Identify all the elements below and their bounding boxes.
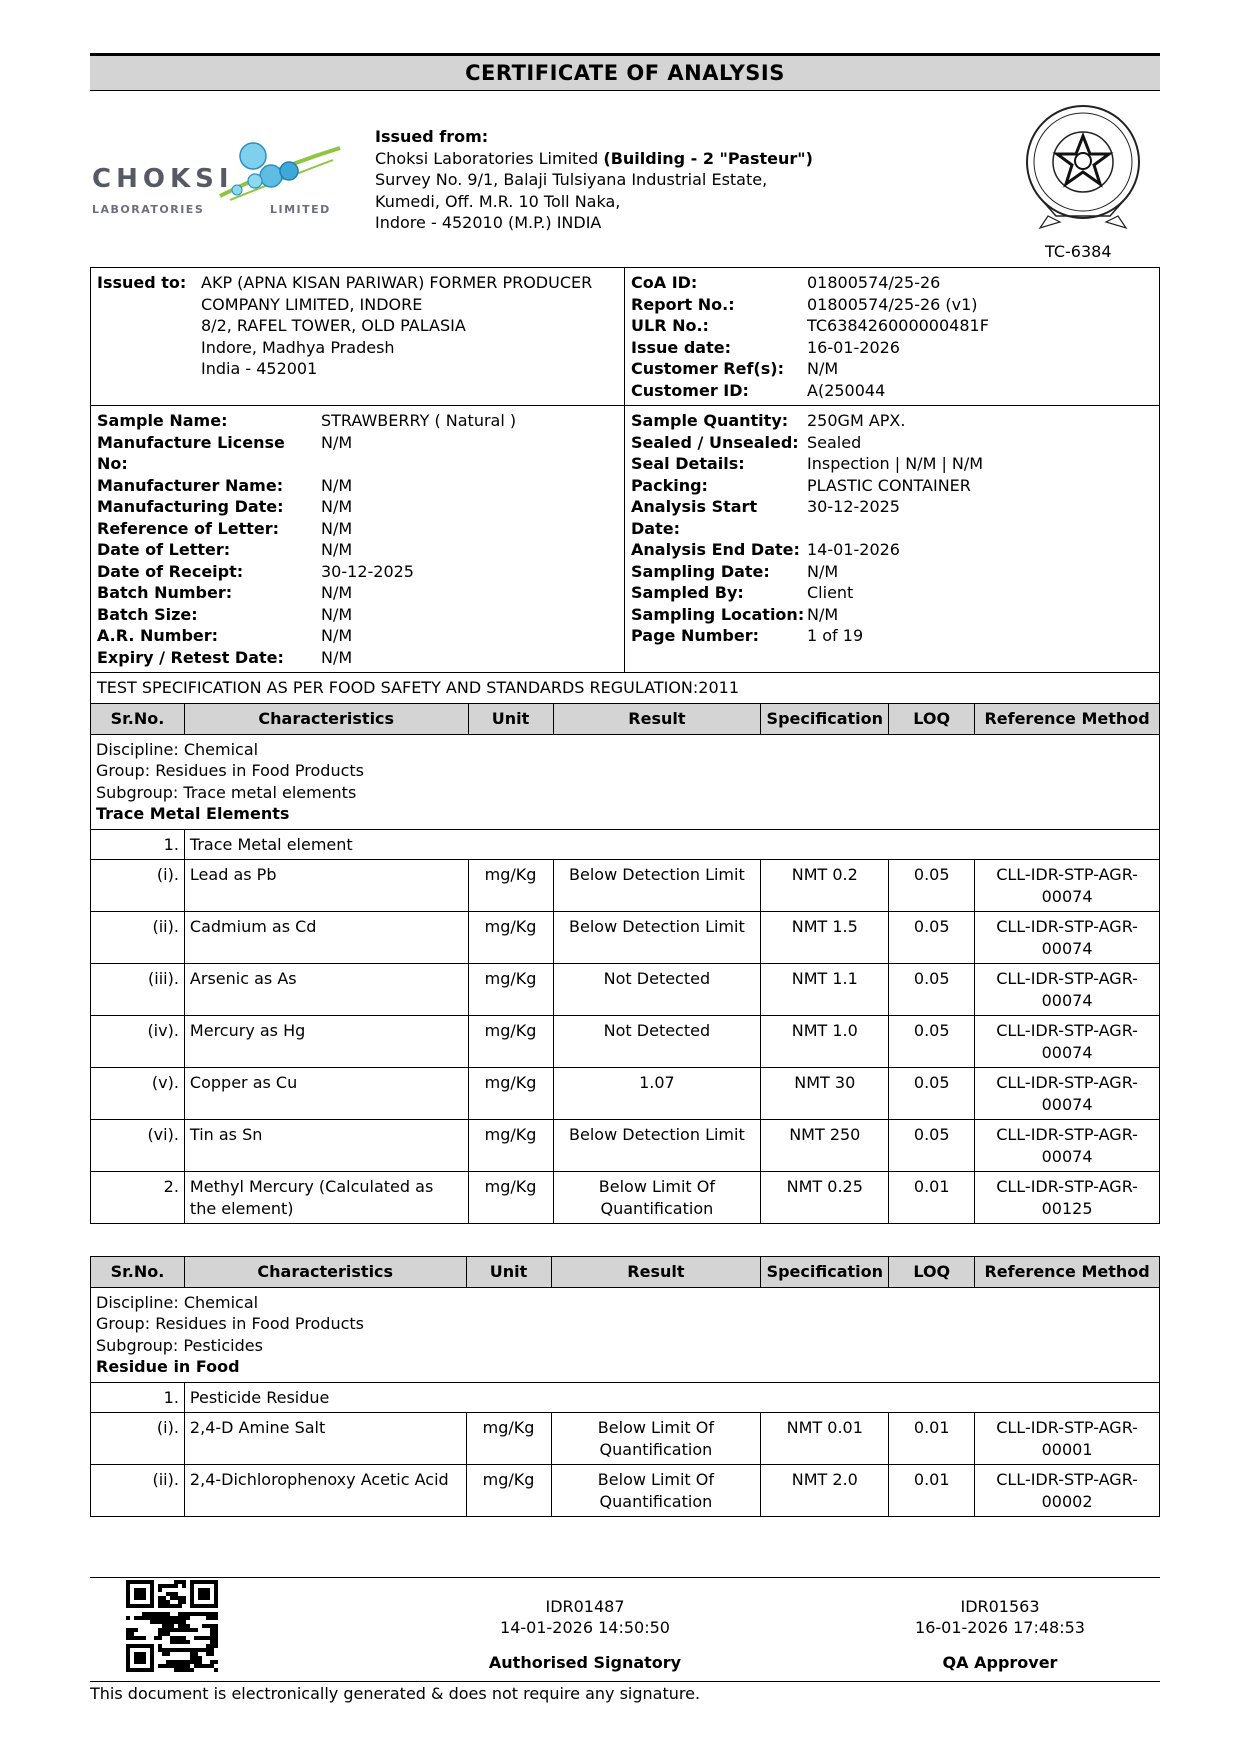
detail-value: 14-01-2026 (807, 540, 900, 559)
logo-brand-text: CHOKSI (92, 164, 234, 194)
accreditation-seal-icon (1018, 104, 1148, 234)
cell-sr: (vi). (91, 1120, 185, 1172)
detail-value: N/M (807, 561, 839, 581)
issued-to-line: Indore, Madhya Pradesh (201, 337, 395, 357)
cell-ref: CLL-IDR-STP-AGR-00074 (975, 1016, 1160, 1068)
cell-ref: CLL-IDR-STP-AGR-00125 (975, 1172, 1160, 1224)
signatory-datetime: 14-01-2026 14:50:50 (500, 1618, 670, 1637)
cell-loq: 0.01 (889, 1465, 975, 1517)
detail-value: Client (807, 583, 854, 602)
column-header: LOQ (889, 1257, 975, 1288)
cell-result: Not Detected (553, 1016, 761, 1068)
cell-spec: NMT 0.2 (761, 860, 889, 912)
detail-row (631, 496, 1153, 539)
detail-value: Inspection | N/M | N/M (807, 454, 984, 473)
detail-row (97, 604, 618, 626)
cell-spec: NMT 0.01 (761, 1413, 889, 1465)
cell-char: Mercury as Hg (184, 1016, 468, 1068)
cell-char: Copper as Cu (184, 1068, 468, 1120)
seal-code: TC-6384 (1045, 242, 1112, 261)
issued-to-label: Issued to: (97, 273, 187, 292)
cell-result: Below Limit Of Quantification (551, 1465, 761, 1517)
cell-sr: 1. (91, 829, 185, 860)
cell-unit: mg/Kg (468, 1068, 553, 1120)
cell-spec: NMT 1.1 (761, 964, 889, 1016)
detail-key: Batch Size: (97, 604, 198, 624)
detail-key: Manufacturing Date: (97, 497, 284, 516)
detail-key: Sampling Location: (631, 604, 805, 624)
cell-spec: NMT 250 (761, 1120, 889, 1172)
cell-sr: (i). (91, 860, 185, 912)
detail-key: Issue date: (631, 337, 731, 357)
issued-from-block (375, 126, 813, 234)
cell-result: Below Detection Limit (553, 1120, 761, 1172)
cell-sr: (iv). (91, 1016, 185, 1068)
detail-value: N/M (321, 540, 353, 559)
footer-divider-bottom (90, 1681, 1160, 1682)
table-row (91, 1382, 1160, 1413)
detail-row (97, 561, 618, 583)
detail-value: 250GM APX. (807, 411, 906, 430)
detail-value: Sealed (807, 432, 862, 452)
qa-approver-block (850, 1596, 1150, 1673)
cell-spec: NMT 30 (761, 1068, 889, 1120)
detail-value: 16-01-2026 (807, 337, 900, 357)
cell-unit: mg/Kg (468, 964, 553, 1016)
cell-sr: (i). (91, 1413, 185, 1465)
issued-to-line: AKP (APNA KISAN PARIWAR) FORMER PRODUCER (201, 273, 593, 292)
detail-row (631, 272, 1153, 294)
cell-ref: CLL-IDR-STP-AGR-00074 (975, 1068, 1160, 1120)
detail-value: N/M (321, 518, 353, 538)
cell-sr: (iii). (91, 964, 185, 1016)
detail-row (97, 582, 618, 604)
approver-datetime: 16-01-2026 17:48:53 (915, 1618, 1085, 1637)
column-header: Sr.No. (91, 704, 185, 735)
cell-result: Below Limit Of Quantification (551, 1413, 761, 1465)
detail-key: Customer Ref(s): (631, 359, 784, 378)
detail-row (631, 539, 1153, 561)
issued-to-section (90, 267, 1160, 406)
cell-char: 2,4-Dichlorophenoxy Acetic Acid (184, 1465, 466, 1517)
issued-from-line3: Kumedi, Off. M.R. 10 Toll Naka, (375, 191, 621, 211)
detail-row (631, 561, 1153, 583)
detail-key: Customer ID: (631, 380, 749, 400)
company-logo (90, 138, 340, 218)
logo-bubbles-icon (215, 138, 345, 208)
detail-value: N/M (321, 626, 353, 645)
cell-ref: CLL-IDR-STP-AGR-00001 (975, 1413, 1160, 1465)
column-header: Sr.No. (91, 1257, 185, 1288)
detail-row (631, 410, 1153, 432)
detail-row (97, 625, 618, 647)
cell-ref: CLL-IDR-STP-AGR-00074 (975, 964, 1160, 1016)
discipline-group: Group: Residues in Food Products (96, 761, 364, 780)
cell-result: Below Limit Of Quantification (553, 1172, 761, 1224)
table-row (91, 1465, 1160, 1517)
detail-key: ULR No.: (631, 316, 709, 335)
issued-from-line4: Indore - 452010 (M.P.) INDIA (375, 213, 602, 232)
column-header: Unit (466, 1257, 551, 1288)
discipline-subgroup: Subgroup: Pesticides (96, 1335, 263, 1355)
footer-divider-top (90, 1577, 1160, 1578)
detail-key: A.R. Number: (97, 626, 219, 645)
detail-value: 01800574/25-26 (v1) (807, 294, 978, 314)
cell-loq: 0.05 (889, 964, 975, 1016)
detail-row (631, 625, 1153, 647)
table-row (91, 829, 1160, 860)
detail-row (97, 432, 618, 475)
detail-row (631, 604, 1153, 626)
discipline-subgroup: Subgroup: Trace metal elements (96, 782, 357, 802)
test-specification: TEST SPECIFICATION AS PER FOOD SAFETY AND STANDARDS REGULATION:2011 (91, 672, 1159, 703)
column-header: Characteristics (184, 704, 468, 735)
column-header: Reference Method (975, 1257, 1160, 1288)
table-row (91, 1068, 1160, 1120)
discipline-group: Group: Residues in Food Products (96, 1314, 364, 1333)
detail-key: Expiry / Retest Date: (97, 647, 284, 667)
cell-ref: CLL-IDR-STP-AGR-00074 (975, 912, 1160, 964)
detail-value: N/M (807, 604, 839, 624)
issued-to-address (201, 272, 592, 401)
cell-loq: 0.05 (889, 912, 975, 964)
table-header-row (91, 1257, 1160, 1288)
cell-sr: (v). (91, 1068, 185, 1120)
cell-ref: CLL-IDR-STP-AGR-00002 (975, 1465, 1160, 1517)
detail-row (631, 582, 1153, 604)
detail-key: Sampled By: (631, 583, 744, 602)
discipline-heading: Trace Metal Elements (96, 804, 290, 823)
detail-value: N/M (321, 432, 353, 452)
column-header: Unit (468, 704, 553, 735)
detail-key: Date of Letter: (97, 540, 231, 559)
column-header: Characteristics (184, 1257, 466, 1288)
issued-from-label: Issued from: (375, 127, 489, 146)
sample-section (90, 406, 1160, 704)
issued-from-line2: Survey No. 9/1, Balaji Tulsiyana Industrial Estate, (375, 170, 768, 189)
table-row (91, 1413, 1160, 1465)
discipline-discipline: Discipline: Chemical (96, 739, 259, 759)
detail-key: CoA ID: (631, 273, 698, 292)
column-header: Specification (761, 704, 889, 735)
detail-row (631, 315, 1153, 337)
cell-sr: (ii). (91, 912, 185, 964)
discipline-discipline: Discipline: Chemical (96, 1292, 259, 1312)
detail-row (97, 647, 618, 669)
logo-sub-left: LABORATORIES (92, 203, 205, 216)
sample-details-left (91, 406, 625, 672)
detail-row (97, 475, 618, 497)
detail-value: 30-12-2025 (321, 561, 414, 581)
table-row (91, 860, 1160, 912)
detail-value: PLASTIC CONTAINER (807, 475, 971, 495)
detail-key: Sampling Date: (631, 561, 770, 581)
detail-value: A(250044 (807, 380, 886, 400)
cell-unit: mg/Kg (466, 1413, 551, 1465)
detail-row (631, 294, 1153, 316)
detail-row (631, 380, 1153, 402)
table-row (91, 1120, 1160, 1172)
cell-sr: 2. (91, 1172, 185, 1224)
cell-char: 2,4-D Amine Salt (184, 1413, 466, 1465)
table-row (91, 1172, 1160, 1224)
signatory-id: IDR01487 (545, 1597, 625, 1616)
cell-char: Tin as Sn (184, 1120, 468, 1172)
discipline-row (91, 1287, 1160, 1382)
results-table-pesticides (90, 1256, 1160, 1517)
detail-row (631, 432, 1153, 454)
cell-spec: NMT 0.25 (761, 1172, 889, 1224)
cell-result: Below Detection Limit (553, 912, 761, 964)
issued-from-company: Choksi Laboratories Limited (375, 148, 604, 168)
authorised-signatory-block (390, 1596, 780, 1673)
detail-key: Page Number: (631, 626, 760, 645)
detail-value: N/M (321, 604, 353, 624)
qr-code-icon (126, 1580, 218, 1672)
detail-key: Sample Quantity: (631, 411, 789, 430)
cell-result: Not Detected (553, 964, 761, 1016)
cell-unit: mg/Kg (468, 860, 553, 912)
results-table-trace-metals (90, 703, 1160, 1224)
detail-key: Report No.: (631, 294, 735, 314)
discipline-heading: Residue in Food (96, 1357, 240, 1376)
logo-sub-right: LIMITED (270, 203, 331, 216)
cell-unit: mg/Kg (468, 1172, 553, 1224)
cell-loq: 0.05 (889, 860, 975, 912)
detail-value: 1 of 19 (807, 626, 864, 645)
detail-row (631, 453, 1153, 475)
cell-sr: (ii). (91, 1465, 185, 1517)
detail-value: TC638426000000481F (807, 316, 989, 335)
issued-to-line: 8/2, RAFEL TOWER, OLD PALASIA (201, 316, 466, 335)
discipline-row (91, 734, 1160, 829)
disclaimer-text: This document is electronically generated & does not require any signature. (90, 1684, 701, 1703)
signatory-role: Authorised Signatory (488, 1653, 682, 1672)
cell-sr: 1. (91, 1382, 185, 1413)
cell-char: Pesticide Residue (184, 1382, 1159, 1413)
detail-value: N/M (321, 583, 353, 602)
detail-key: Analysis Start Date: (631, 497, 758, 538)
cell-loq: 0.01 (889, 1413, 975, 1465)
table-row (91, 964, 1160, 1016)
cell-spec: NMT 2.0 (761, 1465, 889, 1517)
approver-role: QA Approver (942, 1653, 1058, 1672)
detail-key: Packing: (631, 475, 708, 495)
cell-unit: mg/Kg (468, 1016, 553, 1068)
table-row (91, 1016, 1160, 1068)
page-title: CERTIFICATE OF ANALYSIS (90, 53, 1160, 91)
cell-spec: NMT 1.5 (761, 912, 889, 964)
detail-value: 01800574/25-26 (807, 273, 941, 292)
coa-details (625, 268, 1159, 405)
cell-loq: 0.05 (889, 1068, 975, 1120)
detail-row (97, 410, 618, 432)
cell-unit: mg/Kg (466, 1465, 551, 1517)
sample-details-right (625, 406, 1159, 672)
cell-ref: CLL-IDR-STP-AGR-00074 (975, 860, 1160, 912)
cell-char: Cadmium as Cd (184, 912, 468, 964)
detail-key: Reference of Letter: (97, 518, 280, 538)
detail-key: Sample Name: (97, 411, 228, 430)
cell-char: Methyl Mercury (Calculated as the element) (184, 1172, 468, 1224)
table-row (91, 912, 1160, 964)
detail-key: Analysis End Date: (631, 540, 800, 559)
detail-key: Date of Receipt: (97, 561, 244, 581)
cell-unit: mg/Kg (468, 912, 553, 964)
detail-value: N/M (321, 647, 353, 667)
detail-row (97, 518, 618, 540)
issued-from-building: (Building - 2 "Pasteur") (603, 148, 813, 168)
detail-value: 30-12-2025 (807, 497, 900, 516)
detail-row (631, 358, 1153, 380)
detail-value: STRAWBERRY ( Natural ) (321, 411, 517, 430)
cell-char: Trace Metal element (184, 829, 1159, 860)
detail-row (97, 496, 618, 518)
table-header-row (91, 704, 1160, 735)
cell-spec: NMT 1.0 (761, 1016, 889, 1068)
issued-to-line: COMPANY LIMITED, INDORE (201, 294, 423, 314)
cell-loq: 0.05 (889, 1120, 975, 1172)
detail-value: N/M (321, 475, 353, 495)
detail-row (631, 475, 1153, 497)
cell-loq: 0.05 (889, 1016, 975, 1068)
column-header: Result (553, 704, 761, 735)
column-header: Specification (761, 1257, 889, 1288)
detail-value: N/M (807, 359, 839, 378)
column-header: Reference Method (975, 704, 1160, 735)
detail-value: N/M (321, 497, 353, 516)
column-header: LOQ (889, 704, 975, 735)
issued-from-line1 (375, 148, 813, 170)
detail-key: Batch Number: (97, 583, 233, 602)
cell-loq: 0.01 (889, 1172, 975, 1224)
approver-id: IDR01563 (960, 1597, 1040, 1616)
cell-unit: mg/Kg (468, 1120, 553, 1172)
cell-ref: CLL-IDR-STP-AGR-00074 (975, 1120, 1160, 1172)
detail-key: Seal Details: (631, 454, 745, 473)
detail-row (97, 539, 618, 561)
cell-result: Below Detection Limit (553, 860, 761, 912)
cell-char: Lead as Pb (184, 860, 468, 912)
column-header: Result (551, 1257, 761, 1288)
detail-key: Manufacture License No: (97, 432, 285, 473)
cell-result: 1.07 (553, 1068, 761, 1120)
cell-char: Arsenic as As (184, 964, 468, 1016)
detail-row (631, 337, 1153, 359)
detail-key: Manufacturer Name: (97, 475, 284, 495)
issued-to-line: India - 452001 (201, 359, 318, 378)
detail-key: Sealed / Unsealed: (631, 432, 799, 452)
